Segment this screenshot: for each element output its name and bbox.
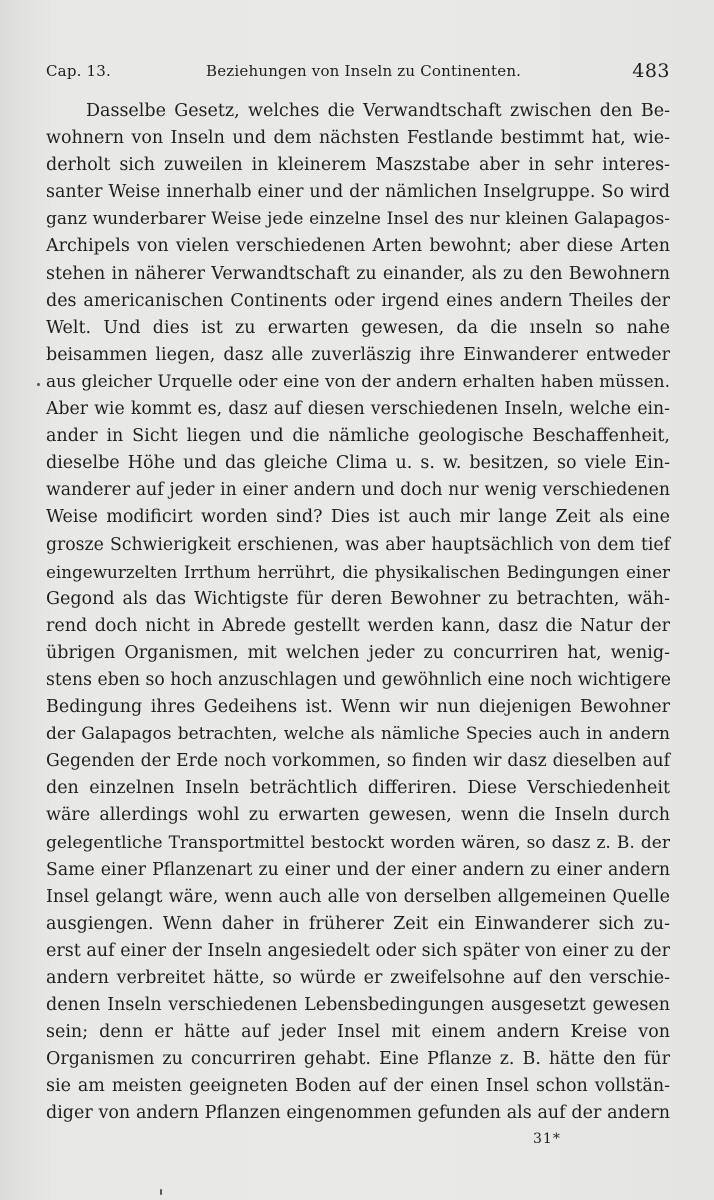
text-line: Organismen zu concurriren gehabt. Eine Pflanze z. B. hätte den für [46, 1049, 670, 1070]
text-line: ander in Sicht liegen und die nämliche geologische Beschaffenheit, [46, 426, 670, 447]
paper-speck [37, 383, 40, 386]
text-line: denen Inseln verschiedenen Lebensbedingungen ausgesetzt gewesen [46, 995, 670, 1016]
text-line: sein; denn er hätte auf jeder Insel mit einem andern Kreise von [46, 1022, 670, 1043]
paper-speck [160, 1189, 162, 1195]
text-line: stehen in näherer Verwandtschaft zu einander, als zu den Bewohnern [46, 263, 670, 284]
text-line: übrigen Organismen, mit welchen jeder zu concurriren hat, wenig- [46, 642, 670, 663]
text-line: Insel gelangt wäre, wenn auch alle von derselben allgemeinen Quelle [46, 886, 670, 907]
text-line: andern verbreitet hätte, so würde er zweifelsohne auf den verschie- [46, 968, 670, 988]
text-line: der Galapagos betrachten, welche als nämliche Species auch in andern [46, 724, 670, 745]
text-line: wanderer auf jeder in einer andern und doch nur wenig verschiedenen [46, 480, 670, 501]
body-text [46, 98, 670, 1128]
text-line: diger von andern Pflanzen eingenommen gefunden als auf der andern [46, 1103, 670, 1124]
text-line: aus gleicher Urquelle oder eine von der andern erhalten haben müssen. [46, 371, 670, 392]
text-line: grosze Schwierigkeit erschienen, was aber hauptsächlich von dem tief [46, 534, 670, 555]
text-line: rend doch nicht in Abrede gestellt werden kann, dasz die Natur der [46, 615, 670, 636]
text-line: Archipels von vielen verschiedenen Arten bewohnt; aber diese Arten [46, 236, 670, 257]
text-line: den einzelnen Inseln beträchtlich differiren. Diese Verschiedenheit [46, 778, 670, 799]
text-line: Dasselbe Gesetz, welches die Verwandtschaft zwischen den Be- [86, 101, 670, 121]
text-line: beisammen liegen, dasz alle zuverläszig ihre Einwanderer entweder [46, 344, 670, 365]
text-line: wäre allerdings wohl zu erwarten gewesen, wenn die Inseln durch [46, 805, 670, 826]
text-line: wohnern von Inseln und dem nächsten Festlande bestimmt hat, wie- [46, 128, 670, 149]
text-line: Gegenden der Erde noch vorkommen, so finden wir dasz dieselben auf [46, 751, 670, 772]
page-header [46, 60, 670, 86]
text-line: Gegond als das Wichtigste für deren Bewohner zu betrachten, wäh- [46, 588, 670, 609]
text-line: Bedingung ihres Gedeihens ist. Wenn wir nun diejenigen Bewohner [46, 697, 670, 718]
text-line: erst auf einer der Inseln angesiedelt oder sich später von einer zu der [46, 940, 670, 961]
text-line: gelegentliche Transportmittel bestockt worden wären, so dasz z. B. der [46, 832, 670, 853]
text-line: Weise modificirt worden sind? Dies ist auch mir lange Zeit als eine [46, 507, 670, 528]
text-line: eingewurzelten Irrthum herrührt, die physikalischen Bedingungen einer [46, 561, 670, 582]
text-line: des americanischen Continents oder irgend eines andern Theiles der [46, 290, 670, 311]
text-line: derholt sich zuweilen in kleinerem Maszstabe aber in sehr interes- [46, 155, 670, 176]
text-line: Welt. Und dies ist zu erwarten gewesen, da die ınseln so nahe [46, 317, 670, 338]
text-line: dieselbe Höhe und das gleiche Clima u. s. w. besitzen, so viele Ein- [46, 453, 670, 474]
text-line: santer Weise innerhalb einer und der nämlichen Inselgruppe. So wird [46, 182, 670, 203]
text-line: Same einer Pflanzenart zu einer und der einer andern zu einer andern [46, 859, 670, 880]
page-number: 483 [632, 60, 670, 82]
text-line: ganz wunderbarer Weise jede einzelne Insel des nur kleinen Galapagos- [46, 209, 670, 230]
text-line: sie am meisten geeigneten Boden auf der einen Insel schon vollstän- [46, 1076, 670, 1097]
running-title: Beziehungen von Inseln zu Continenten. [206, 62, 522, 80]
text-line: ausgiengen. Wenn daher in früherer Zeit ein Einwanderer sich zu- [46, 913, 670, 934]
text-line: Aber wie kommt es, dasz auf diesen verschiedenen Inseln, welche ein- [46, 399, 670, 420]
text-line: stens eben so hoch anzuschlagen und gewöhnlich eine noch wichtigere [46, 669, 671, 690]
signature-mark: 31* [533, 1131, 561, 1147]
chapter-label: Cap. 13. [46, 62, 112, 80]
